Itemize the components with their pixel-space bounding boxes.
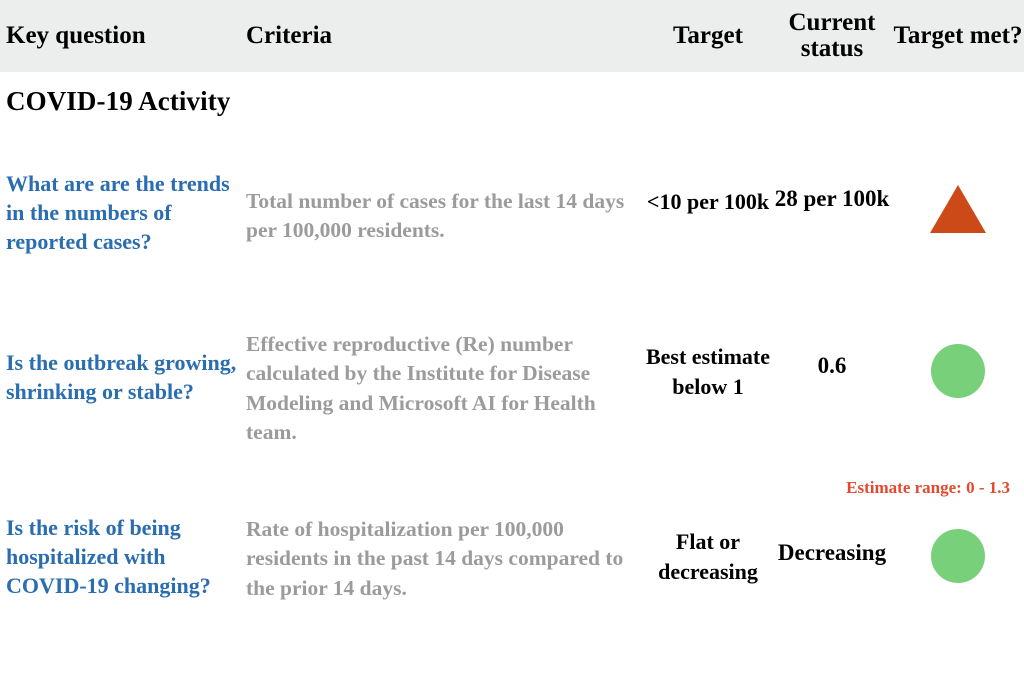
row-question-cell xyxy=(0,169,238,256)
estimate-range-note: Estimate range: 0 - 1.3 xyxy=(846,478,1010,497)
row-target-text: <10 per 100k xyxy=(646,189,770,214)
row-target-cell xyxy=(644,330,772,403)
row-question-cell xyxy=(0,330,238,406)
header-cell-key-question xyxy=(0,23,238,49)
header-cell-target xyxy=(644,23,772,49)
row-criteria-text: Rate of hospitalization per 100,000 residents in the past 14 days compared to the prior 14 days. xyxy=(246,517,624,600)
row-target-text: Flat or decreasing xyxy=(658,529,758,585)
row-criteria-cell xyxy=(238,330,644,447)
section-title: COVID-19 Activity xyxy=(6,86,231,116)
header-cell-target-met xyxy=(892,23,1024,49)
header-label-current-status: Current status xyxy=(788,8,876,62)
header-cell-current-status xyxy=(772,10,892,63)
row-indicator-cell xyxy=(892,513,1024,583)
indicator-wrapper xyxy=(892,169,1024,233)
row-status-cell xyxy=(772,330,892,382)
row-status-text: 0.6 xyxy=(817,353,847,379)
green-circle-icon xyxy=(931,344,985,398)
row-criteria-text: Effective reproductive (Re) number calculated by the Institute for Disease Modeling and Microsoft AI for Health team. xyxy=(246,332,596,444)
row-indicator-cell xyxy=(892,330,1024,398)
triangle-up-icon xyxy=(930,185,986,233)
row-status-cell xyxy=(772,513,892,569)
table-row xyxy=(0,513,1024,603)
green-circle-icon xyxy=(931,529,985,583)
row-question-cell xyxy=(0,513,238,600)
row-criteria-cell xyxy=(238,513,644,603)
header-label-criteria: Criteria xyxy=(246,21,333,49)
row-target-text: Best estimate below 1 xyxy=(645,344,770,400)
row-indicator-cell xyxy=(892,169,1024,233)
header-cell-criteria xyxy=(238,23,644,49)
indicator-wrapper xyxy=(892,513,1024,583)
row-status-cell xyxy=(772,169,892,215)
header-label-key-question: Key question xyxy=(6,21,146,49)
row-status-text: Decreasing xyxy=(777,540,887,566)
row-target-cell xyxy=(644,169,772,217)
table-row xyxy=(0,330,1024,447)
header-label-target-met: Target met? xyxy=(893,21,1023,49)
row-question-text: What are are the trends in the numbers of reported cases? xyxy=(6,171,230,255)
row-status-text: 28 per 100k xyxy=(774,186,890,211)
table-header-row xyxy=(0,0,1024,72)
row-criteria-text: Total number of cases for the last 14 days per 100,000 residents. xyxy=(246,189,625,243)
table-row xyxy=(0,169,1024,256)
row-criteria-cell xyxy=(238,169,644,245)
row-question-text: Is the outbreak growing, shrinking or stable? xyxy=(6,350,237,405)
row-target-cell xyxy=(644,513,772,588)
header-label-target: Target xyxy=(673,21,743,49)
indicator-wrapper xyxy=(892,330,1024,398)
row-question-text: Is the risk of being hospitalized with COVID-19 changing? xyxy=(6,515,211,599)
